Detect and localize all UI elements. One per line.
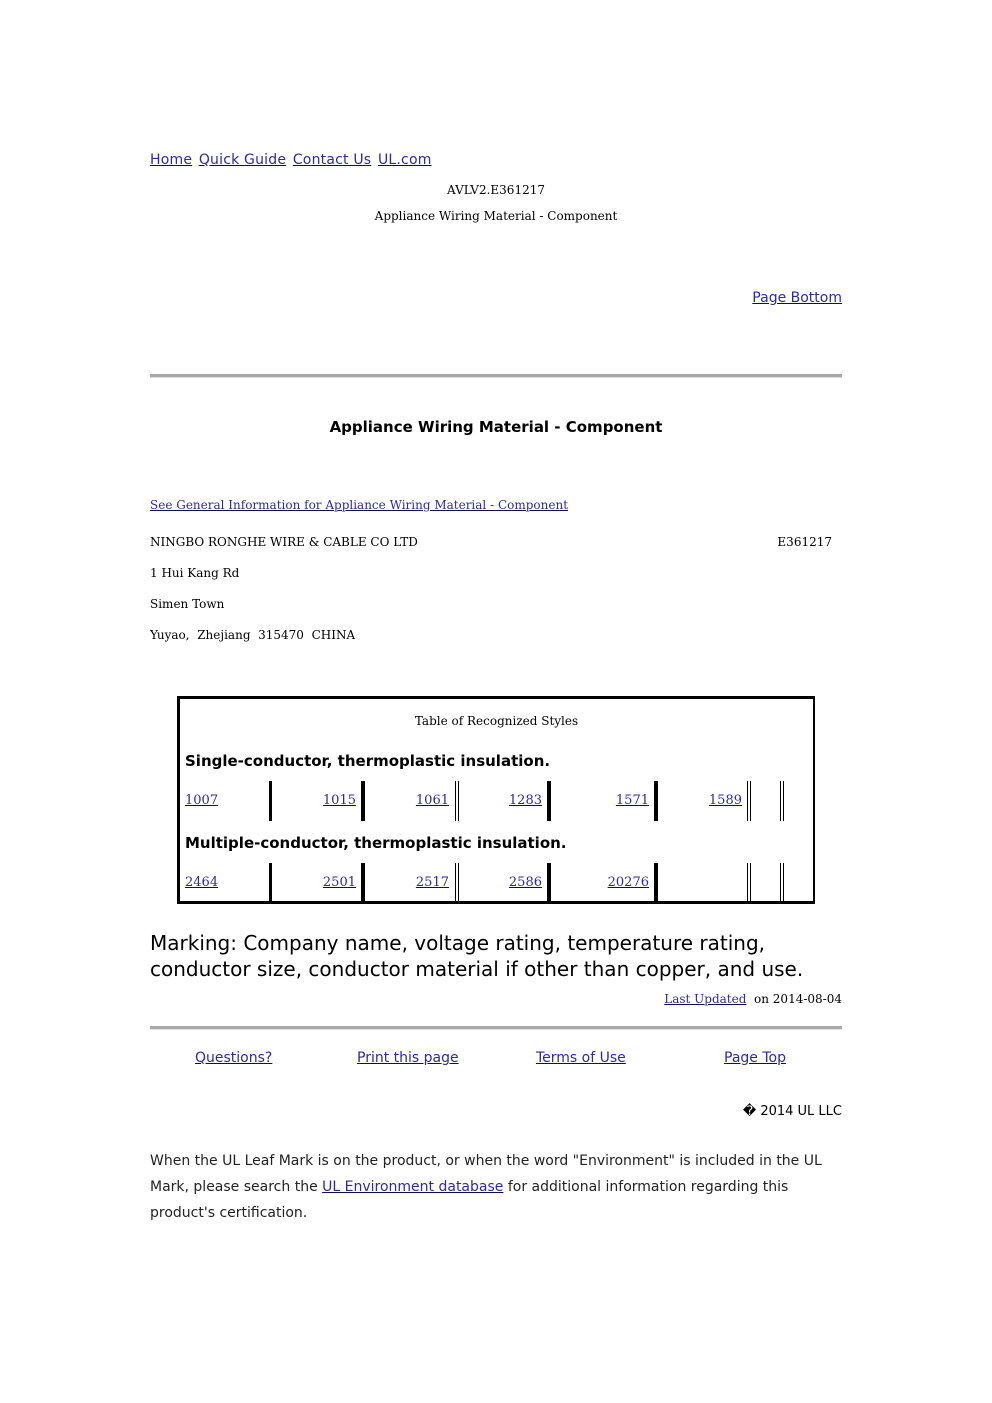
style-link[interactable]: 2464 — [185, 875, 219, 890]
page-bottom-link[interactable]: Page Bottom — [752, 290, 842, 306]
recognized-styles-table — [177, 696, 815, 904]
category-title: Multiple-conductor, thermoplastic insulation. — [185, 834, 567, 852]
address-line-2: Simen Town — [150, 597, 225, 611]
column-divider — [780, 781, 784, 821]
nav-ul-com-link[interactable]: UL.com — [377, 152, 432, 168]
environment-note-text: for additional information regarding this product's certification. — [150, 1179, 789, 1221]
styles-row — [180, 781, 813, 821]
style-link[interactable]: 1589 — [708, 793, 742, 808]
ul-environment-database-link[interactable]: UL Environment database — [322, 1179, 504, 1195]
style-link[interactable]: 2586 — [508, 875, 542, 890]
styles-row — [180, 863, 813, 903]
address-line-1: 1 Hui Kang Rd — [150, 566, 240, 580]
nav-contact-us-link[interactable]: Contact Us — [292, 152, 372, 168]
style-link[interactable]: 2501 — [322, 875, 356, 890]
style-link[interactable]: 1571 — [615, 793, 649, 808]
company-name: NINGBO RONGHE WIRE & CABLE CO LTD — [150, 535, 418, 549]
top-nav — [150, 152, 434, 168]
style-link[interactable]: 1007 — [185, 793, 219, 808]
divider — [150, 1026, 842, 1030]
document-subtitle: Appliance Wiring Material - Component — [374, 209, 618, 223]
divider — [150, 374, 842, 378]
style-link[interactable]: 2517 — [415, 875, 449, 890]
page-top-link[interactable]: Page Top — [724, 1050, 786, 1066]
document-id: AVLV2.E361217 — [447, 183, 545, 197]
last-updated-link[interactable]: Last Updated — [664, 992, 747, 1006]
style-link[interactable]: 1061 — [415, 793, 449, 808]
nav-home-link[interactable]: Home — [150, 152, 193, 168]
last-updated — [664, 992, 842, 1006]
column-divider — [747, 863, 751, 903]
questions-link[interactable]: Questions? — [195, 1050, 273, 1066]
file-number: E361217 — [777, 535, 832, 549]
column-divider — [747, 781, 751, 821]
environment-note-text: When the UL Leaf Mark is on the product, or when the word "Environment" is included in the UL Mark, please search the — [150, 1153, 822, 1195]
style-link[interactable]: 1015 — [322, 793, 356, 808]
nav-quick-guide-link[interactable]: Quick Guide — [198, 152, 287, 168]
column-divider — [654, 863, 658, 903]
marking-text: Marking: Company name, voltage rating, temperature rating, conductor size, conductor material if other than copper, and use. — [150, 931, 804, 981]
general-information-link[interactable]: See General Information for Appliance Wiring Material - Component — [150, 498, 569, 512]
address-line-3: Yuyao, Zhejiang 315470 CHINA — [150, 628, 356, 642]
last-updated-date: on 2014-08-04 — [754, 992, 842, 1006]
style-link[interactable]: 1283 — [508, 793, 542, 808]
table-caption: Table of Recognized Styles — [414, 714, 579, 728]
column-divider — [780, 863, 784, 903]
style-link[interactable]: 20276 — [607, 875, 649, 890]
print-page-link[interactable]: Print this page — [357, 1050, 459, 1066]
section-title: Appliance Wiring Material - Component — [329, 418, 663, 436]
terms-of-use-link[interactable]: Terms of Use — [536, 1050, 626, 1066]
environment-note — [150, 1148, 850, 1226]
copyright: � 2014 UL LLC — [742, 1104, 842, 1119]
category-title: Single-conductor, thermoplastic insulation. — [185, 752, 551, 770]
